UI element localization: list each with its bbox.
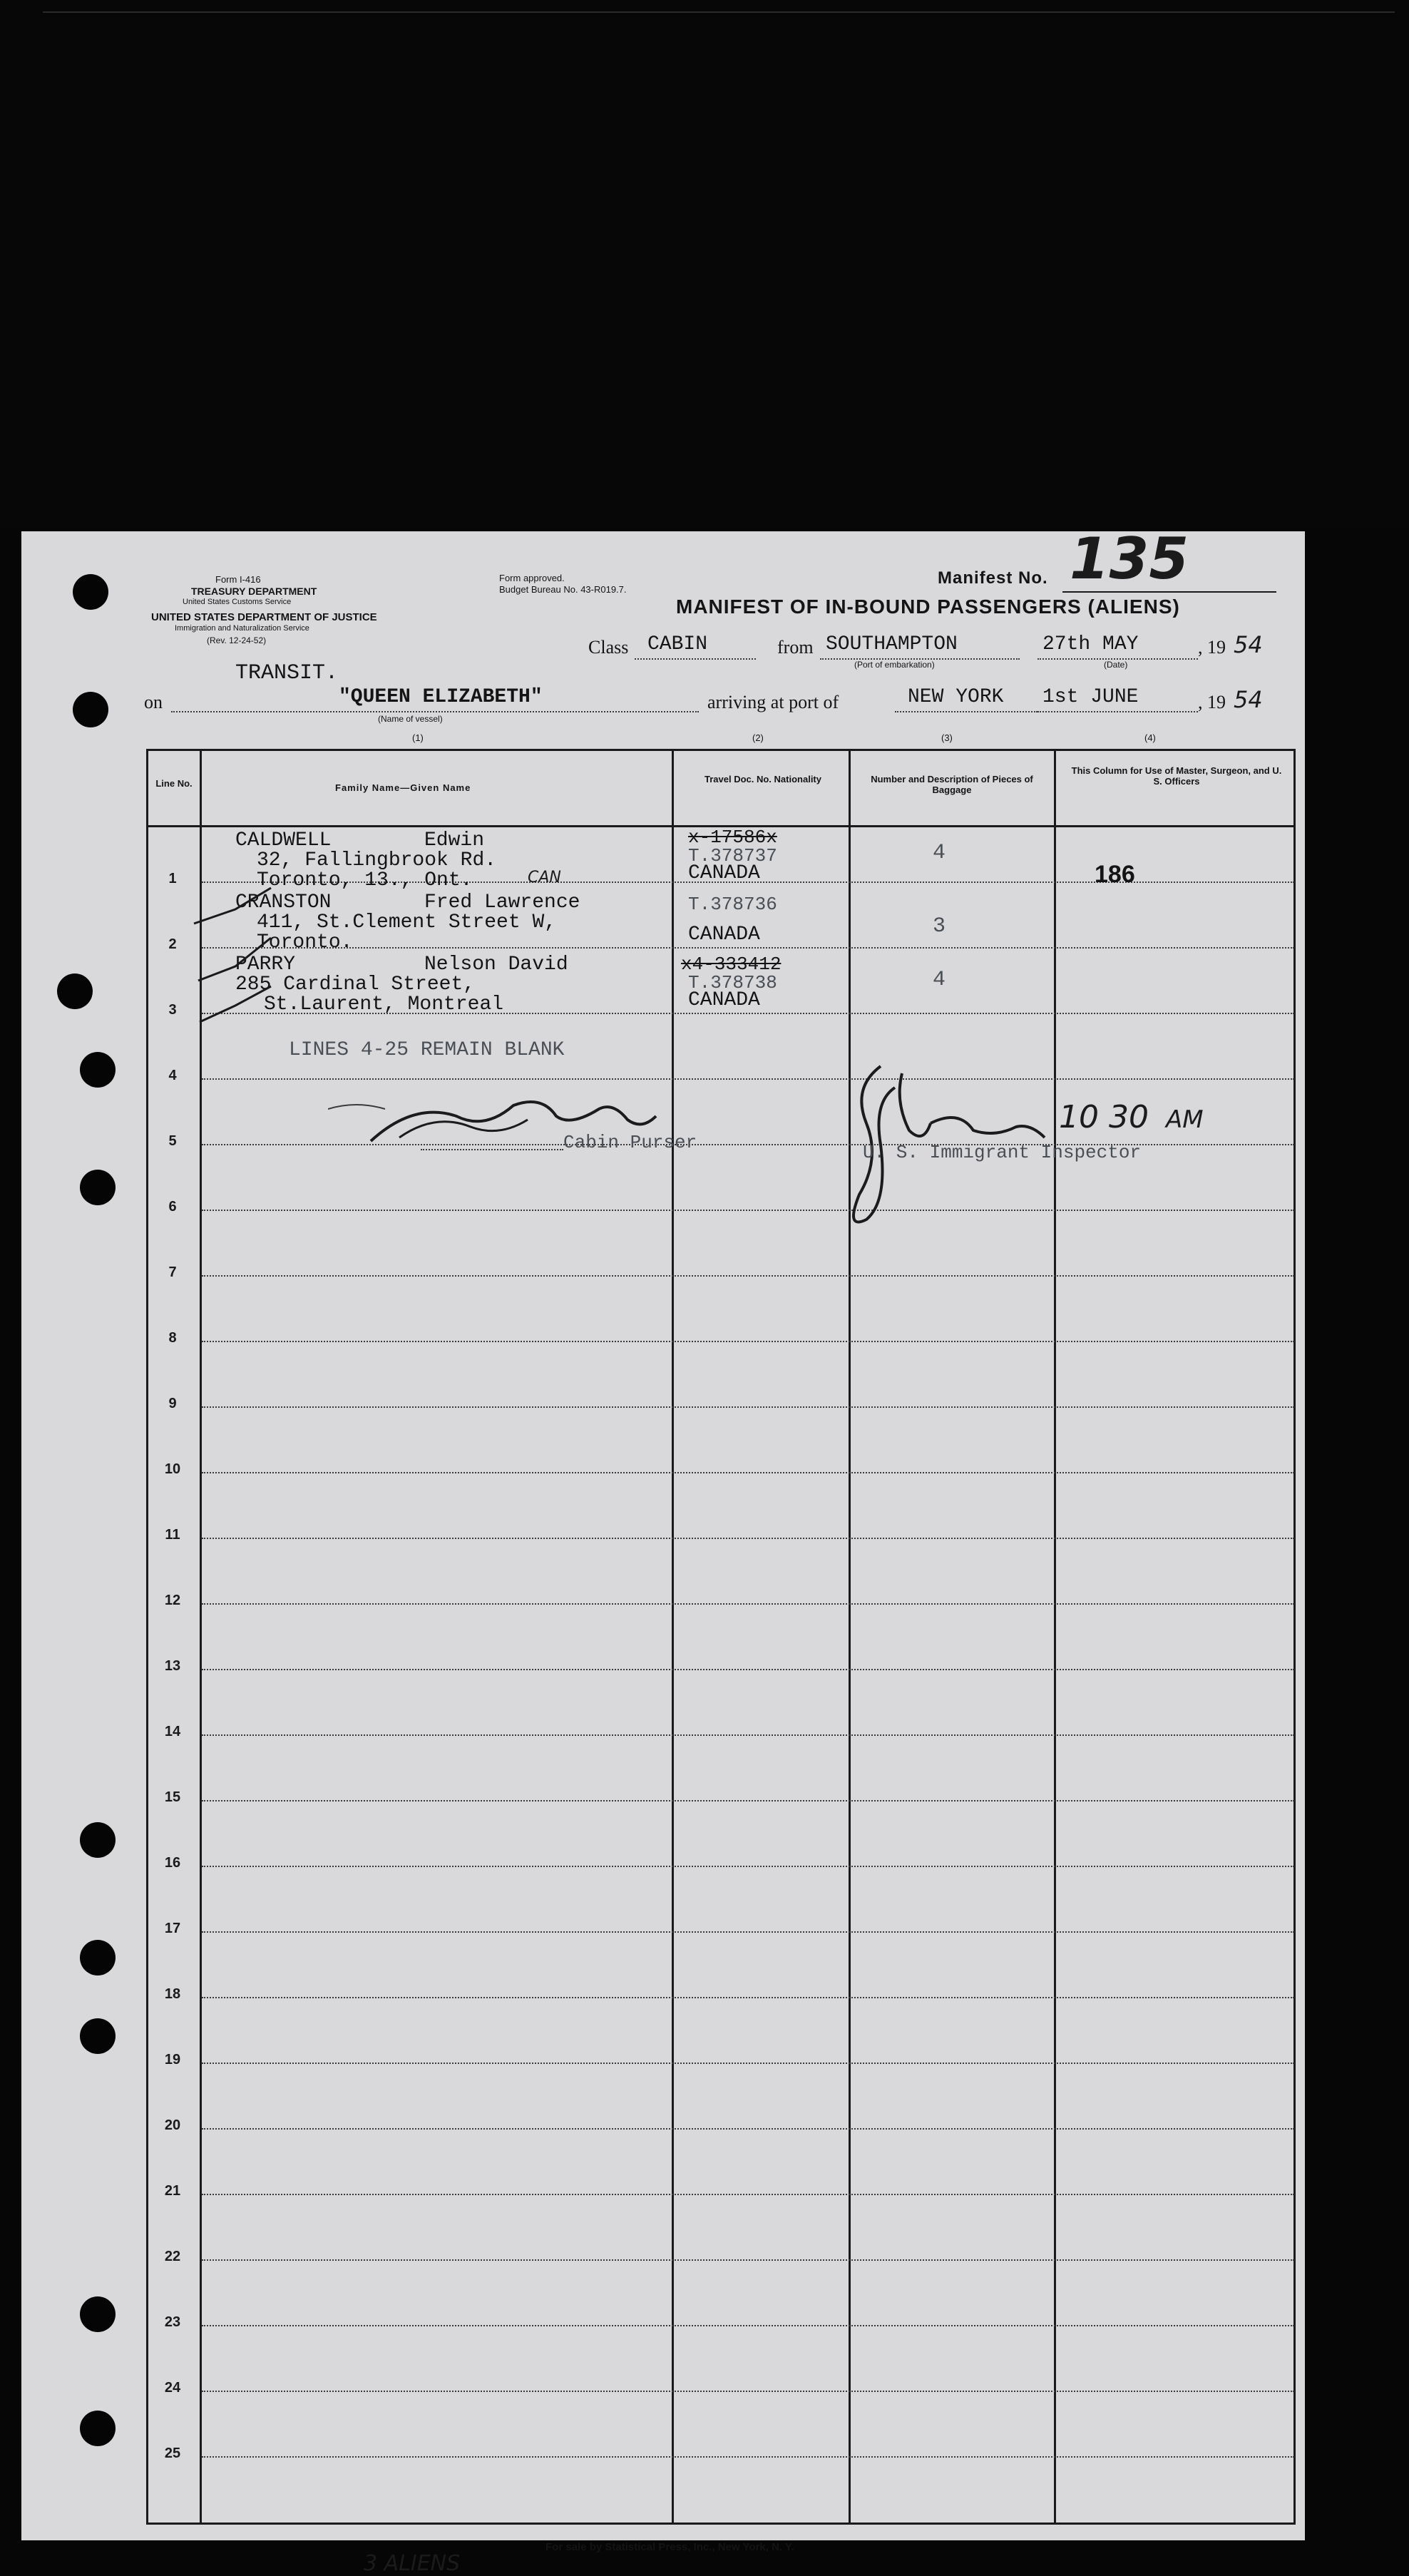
line-number: 25: [164, 2445, 181, 2461]
row-rule: [202, 1275, 1294, 1277]
arrival-port: NEW YORK: [908, 686, 1004, 708]
nationality: CANADA: [688, 989, 760, 1011]
embarkation-date: 27th MAY: [1042, 633, 1139, 655]
row-rule: [202, 1997, 1294, 1998]
purser-signature-line: [421, 1149, 563, 1150]
row-rule: [202, 2259, 1294, 2261]
binder-hole: [80, 2296, 116, 2332]
nationality: CANADA: [688, 924, 760, 946]
aliens-count-note: 3 ALIENS: [364, 2551, 461, 2576]
row-rule: [202, 1734, 1294, 1736]
row-rule: [202, 1603, 1294, 1605]
row-rule: [202, 2194, 1294, 2195]
class-line: [635, 658, 756, 660]
binder-hole: [80, 1940, 116, 1976]
line-number: 15: [164, 1789, 181, 1805]
row-rule: [202, 1472, 1294, 1473]
arrival-date: 1st JUNE: [1042, 686, 1139, 708]
date-caption: (Date): [1104, 660, 1128, 670]
binder-hole: [57, 973, 93, 1009]
line-number: 24: [164, 2380, 181, 2396]
travel-doc-number: T.378737: [688, 845, 777, 867]
binder-hole: [80, 2018, 116, 2054]
revision-label: (Rev. 12-24-52): [207, 635, 267, 645]
class-value: CABIN: [647, 633, 708, 655]
line-number: 21: [164, 2183, 181, 2199]
customs-label: United States Customs Service: [183, 598, 292, 606]
line-number: 13: [164, 1658, 181, 1674]
transit-note: TRANSIT.: [235, 661, 339, 685]
line-number: 5: [168, 1133, 177, 1149]
year-prefix: , 19: [1198, 637, 1226, 658]
travel-doc-struck: x4-333412: [681, 954, 782, 975]
col-header-officers: This Column for Use of Master, Surgeon, and U. S. Officers: [1071, 765, 1282, 787]
row-rule: [202, 1800, 1294, 1801]
approval-note: Form approved.: [499, 573, 565, 583]
travel-doc-number: T.378736: [688, 894, 777, 915]
line-number: 18: [164, 1986, 181, 2002]
line-number: 14: [164, 1724, 181, 1739]
form-number: Form I-416: [215, 574, 261, 585]
passenger-address: Toronto, 13., Ont.: [257, 869, 473, 891]
row-rule: [202, 1931, 1294, 1933]
year-prefix: , 19: [1198, 692, 1226, 712]
check-marks: [193, 859, 278, 1031]
row-rule: [202, 2128, 1294, 2130]
line-number: 20: [164, 2117, 181, 2133]
manifest-number-label: Manifest No.: [938, 568, 1048, 588]
passenger-address: Toronto.: [257, 931, 353, 954]
nationality: CANADA: [688, 862, 760, 884]
column-divider: [672, 749, 674, 2525]
baggage-count: 4: [933, 968, 946, 992]
arriving-label: arriving at port of: [707, 692, 839, 712]
binder-hole: [80, 1170, 116, 1205]
row-rule: [202, 1538, 1294, 1539]
manifest-page: [21, 526, 1305, 2576]
line-number: 9: [168, 1396, 177, 1411]
manifest-number: 135: [1070, 526, 1189, 592]
column-divider: [849, 749, 851, 2525]
row-rule: [202, 2391, 1294, 2392]
year-suffix: 54: [1234, 686, 1263, 713]
line-number: 12: [164, 1593, 181, 1608]
inspection-time-suffix: AM: [1166, 1105, 1204, 1134]
binder-hole: [73, 574, 108, 610]
line-number: 11: [165, 1527, 180, 1543]
treasury-label: TREASURY DEPARTMENT: [191, 586, 317, 597]
binder-hole: [80, 1052, 116, 1088]
line-number: 4: [168, 1068, 177, 1083]
line-number: 10: [164, 1461, 181, 1477]
col-header-line-no: Line No.: [155, 778, 193, 789]
row-rule: [202, 2456, 1294, 2458]
vessel-name: "QUEEN ELIZABETH": [339, 686, 543, 708]
inspector-label: U. S. Immigrant Inspector: [863, 1142, 1142, 1163]
manifest-title: MANIFEST OF IN-BOUND PASSENGERS (ALIENS): [676, 596, 1180, 618]
printer-footer: For sale by Statistical Press, Inc., New York, N. Y.: [545, 2541, 794, 2553]
passenger-family-name: CRANSTON: [235, 891, 332, 914]
col-header-travel-doc: Travel Doc. No. Nationality: [704, 774, 821, 784]
baggage-count: 3: [933, 914, 946, 939]
binder-hole: [80, 2411, 116, 2446]
line-number: 8: [168, 1330, 177, 1346]
embarkation-port: SOUTHAMPTON: [826, 633, 958, 655]
line-number: 23: [164, 2314, 181, 2330]
row-rule: [202, 1406, 1294, 1408]
vessel-caption: (Name of vessel): [378, 714, 443, 724]
scan-background: [0, 0, 1409, 528]
nationality-handwritten-note: CAN: [528, 869, 561, 886]
passenger-given-name: Fred Lawrence: [424, 891, 580, 914]
row-rule: [202, 947, 1294, 949]
line-number: 3: [168, 1002, 177, 1018]
row-rule: [202, 1210, 1294, 1211]
port-caption: (Port of embarkation): [854, 660, 935, 670]
col-header-baggage: Number and Description of Pieces of Baggage: [871, 774, 1033, 795]
line-number: 6: [168, 1199, 177, 1215]
row-rule: [202, 1341, 1294, 1342]
line-number: 17: [164, 1921, 181, 1936]
arrival-port-line: [895, 711, 1037, 712]
from-label: from: [777, 637, 814, 658]
passenger-address: 285 Cardinal Street,: [235, 973, 476, 996]
line-number: 22: [164, 2249, 181, 2264]
row-rule: [202, 1669, 1294, 1670]
class-label: Class: [588, 637, 629, 658]
line-number: 16: [164, 1855, 181, 1871]
lines-blank-note: LINES 4-25 REMAIN BLANK: [289, 1039, 565, 1061]
passenger-address: 32, Fallingbrook Rd.: [257, 849, 497, 872]
row-rule: [202, 2325, 1294, 2326]
col-header-name: Family Name—Given Name: [335, 782, 471, 793]
passenger-address: 411, St.Clement Street W,: [257, 911, 557, 934]
row-rule: [202, 2063, 1294, 2064]
passenger-family-name: PARRY: [235, 954, 296, 976]
baggage-count: 4: [933, 841, 946, 865]
column-number-3: (3): [941, 732, 953, 743]
passenger-given-name: Edwin: [424, 829, 485, 852]
binder-hole: [80, 1822, 116, 1858]
row-rule: [202, 1078, 1294, 1080]
purser-label: Cabin Purser: [563, 1132, 697, 1153]
passenger-given-name: Nelson David: [424, 954, 568, 976]
column-divider: [1054, 749, 1056, 2525]
passenger-family-name: CALDWELL: [235, 829, 332, 852]
year-suffix: 54: [1234, 631, 1263, 658]
vessel-line: [171, 711, 699, 712]
column-number-2: (2): [752, 732, 764, 743]
binder-hole: [73, 692, 108, 727]
line-number: 7: [168, 1264, 177, 1280]
passenger-address: St.Laurent, Montreal: [264, 993, 504, 1016]
arrival-date-line: [1037, 711, 1198, 712]
column-number-1: (1): [412, 732, 424, 743]
on-label: on: [144, 692, 163, 712]
column-number-4: (4): [1144, 732, 1156, 743]
line-number: 1: [168, 871, 177, 886]
inspection-time: 10 30: [1059, 1099, 1149, 1135]
justice-label: UNITED STATES DEPARTMENT OF JUSTICE: [151, 611, 377, 623]
officer-note: 186: [1095, 861, 1135, 888]
row-rule: [202, 1866, 1294, 1867]
budget-bureau-note: Budget Bureau No. 43-R019.7.: [499, 584, 627, 595]
travel-doc-struck: x-17586x: [688, 827, 777, 848]
line-number: 2: [168, 936, 177, 952]
line-number: 19: [164, 2052, 181, 2068]
immigration-label: Immigration and Naturalization Service: [175, 624, 309, 633]
travel-doc-number: T.378738: [688, 972, 777, 993]
